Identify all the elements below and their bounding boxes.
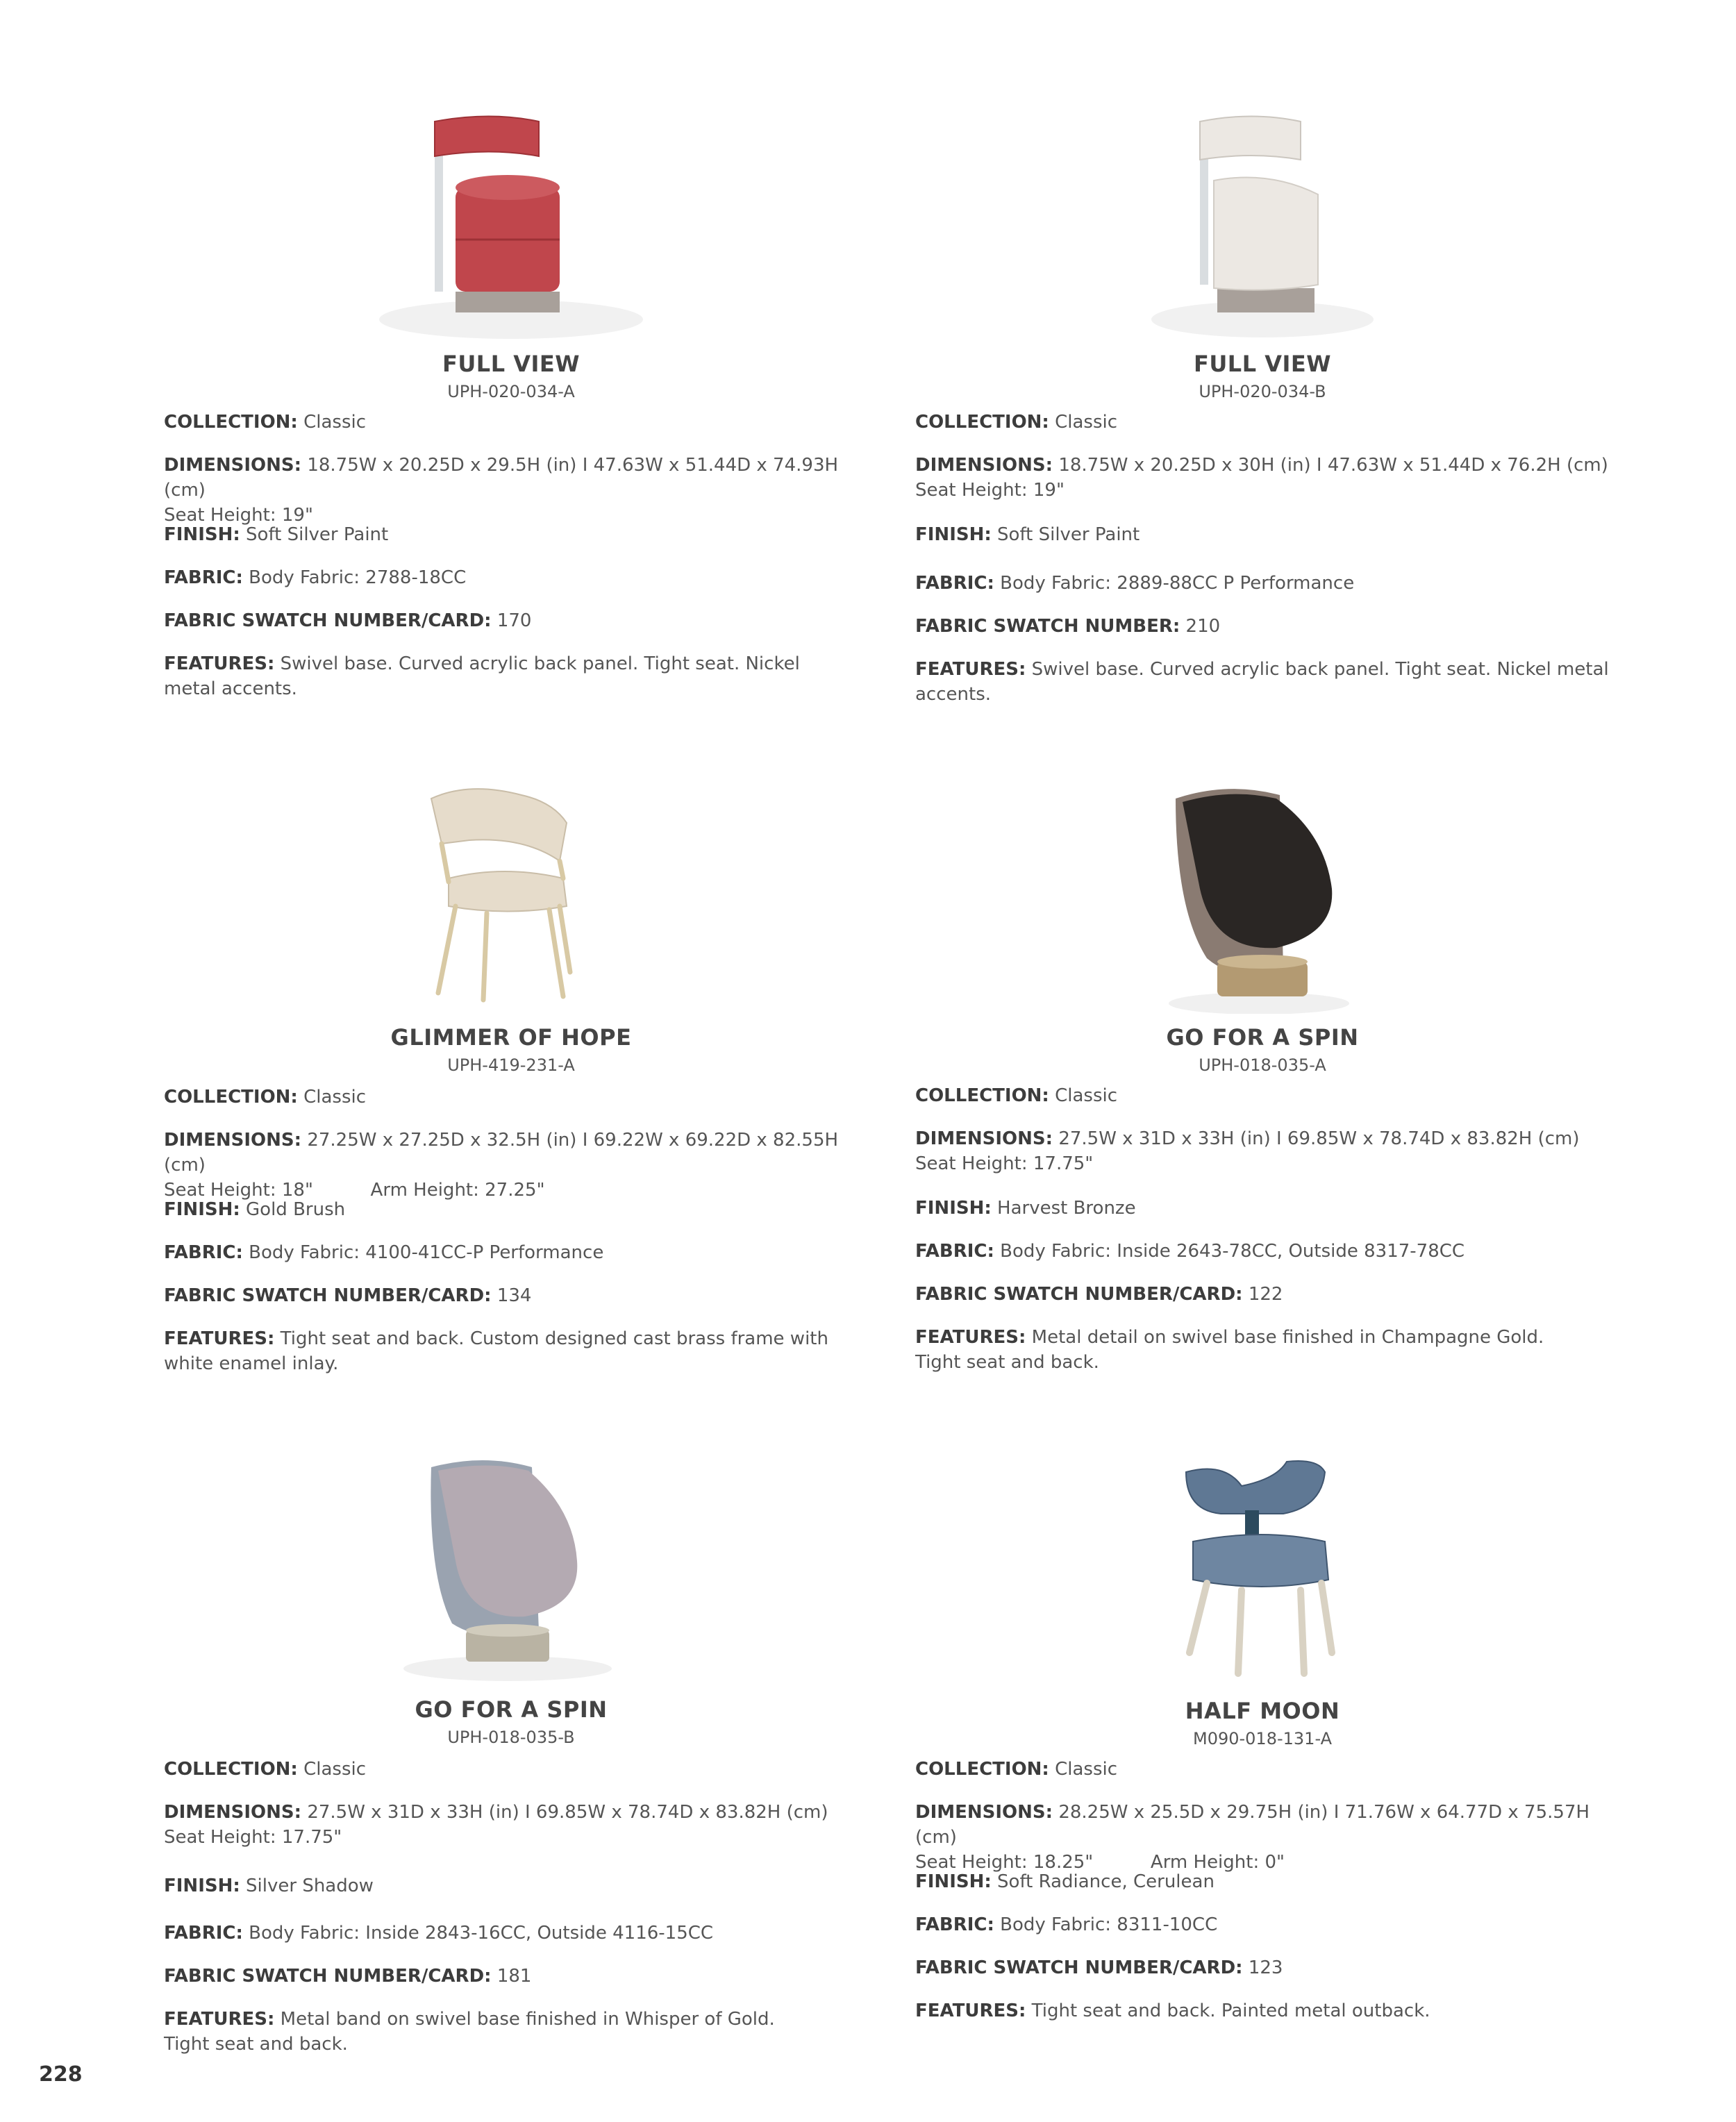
collection-label: COLLECTION: xyxy=(915,1085,1049,1106)
product-sku: M090-018-131-A xyxy=(1192,1729,1332,1748)
swatch-value: 122 xyxy=(1248,1284,1283,1305)
chair-illustration xyxy=(1103,785,1422,1014)
dimensions-extra: Seat Height: 19" xyxy=(915,480,1065,501)
swatch-label: FABRIC SWATCH NUMBER/CARD: xyxy=(915,1284,1243,1305)
swatch-line xyxy=(164,608,858,633)
product-image xyxy=(164,785,858,1021)
fabric-value: Body Fabric: 4100-41CC-P Performance xyxy=(249,1242,604,1263)
collection-value: Classic xyxy=(1055,1085,1118,1106)
features-value: Metal band on swivel base finished in Whisper of Gold. xyxy=(280,2009,775,2030)
features-line xyxy=(164,2007,858,2057)
collection-value: Classic xyxy=(1055,412,1118,433)
finish-label: FINISH: xyxy=(915,1871,992,1892)
fabric-line xyxy=(915,1239,1610,1264)
swatch-line xyxy=(164,1283,858,1308)
finish-line xyxy=(915,522,1610,547)
dimensions-extra: Seat Height: 18.25" Arm Height: 0" xyxy=(915,1852,1285,1873)
collection-label: COLLECTION: xyxy=(915,1759,1049,1780)
collection-line xyxy=(164,410,858,435)
features-value: Swivel base. Curved acrylic back panel. Tight seat. Nickel xyxy=(280,653,800,674)
dimensions-line xyxy=(164,453,858,528)
finish-label: FINISH: xyxy=(164,524,240,545)
features-value-cont: Tight seat and back. xyxy=(164,2034,348,2055)
product-name: GO FOR A SPIN xyxy=(415,1696,608,1723)
dimensions-extra: Seat Height: 17.75" xyxy=(164,1827,342,1848)
product-sku: UPH-018-035-B xyxy=(447,1728,575,1747)
chair-illustration xyxy=(1103,111,1422,340)
fabric-value: Body Fabric: 2889-88CC P Performance xyxy=(1000,573,1355,594)
fabric-value: Body Fabric: Inside 2643-78CC, Outside 8317-78CC xyxy=(1000,1241,1465,1262)
features-label: FEATURES: xyxy=(915,2000,1026,2021)
swatch-line xyxy=(915,1282,1610,1307)
dimensions-label: DIMENSIONS: xyxy=(915,1128,1053,1149)
features-line xyxy=(915,657,1610,707)
chair-illustration xyxy=(351,111,671,340)
dimensions-label: DIMENSIONS: xyxy=(164,455,302,476)
collection-value: Classic xyxy=(303,1087,367,1108)
fabric-line xyxy=(164,1240,858,1265)
collection-value: Classic xyxy=(303,412,367,433)
dimensions-extra: Seat Height: 19" xyxy=(164,505,313,526)
features-label: FEATURES: xyxy=(164,653,275,674)
swatch-label: FABRIC SWATCH NUMBER/CARD: xyxy=(164,610,492,631)
dimensions-line xyxy=(164,1128,858,1203)
features-line xyxy=(164,1326,858,1376)
fabric-label: FABRIC: xyxy=(915,1241,994,1262)
product-sku: UPH-020-034-B xyxy=(1199,382,1326,401)
swatch-value: 210 xyxy=(1185,616,1221,637)
finish-value: Soft Silver Paint xyxy=(997,524,1140,545)
features-label: FEATURES: xyxy=(915,1327,1026,1348)
features-label: FEATURES: xyxy=(915,659,1026,680)
product-name: GLIMMER OF HOPE xyxy=(390,1024,632,1051)
features-line xyxy=(915,1998,1610,2023)
finish-line xyxy=(915,1869,1610,1894)
dimensions-label: DIMENSIONS: xyxy=(164,1130,302,1151)
swatch-line xyxy=(915,1955,1610,1980)
finish-label: FINISH: xyxy=(915,524,992,545)
features-value: Tight seat and back. Painted metal outback. xyxy=(1031,2000,1430,2021)
finish-line xyxy=(164,522,858,547)
fabric-label: FABRIC: xyxy=(164,1923,243,1944)
finish-value: Soft Radiance, Cerulean xyxy=(997,1871,1215,1892)
fabric-line xyxy=(164,565,858,590)
dimensions-value: 27.5W x 31D x 33H (in) I 69.85W x 78.74D x 83.82H (cm) xyxy=(307,1802,828,1823)
collection-value: Classic xyxy=(1055,1759,1118,1780)
product-name: GO FOR A SPIN xyxy=(1166,1024,1359,1051)
fabric-label: FABRIC: xyxy=(164,1242,243,1263)
collection-label: COLLECTION: xyxy=(164,1087,298,1108)
product-image xyxy=(164,1457,858,1693)
collection-value: Classic xyxy=(303,1759,367,1780)
features-value-cont: white enamel inlay. xyxy=(164,1353,339,1374)
swatch-label: FABRIC SWATCH NUMBER/CARD: xyxy=(164,1966,492,1987)
swatch-line xyxy=(164,1964,858,1989)
product-name: FULL VIEW xyxy=(1193,351,1332,377)
swatch-line xyxy=(915,614,1610,639)
features-value: Metal detail on swivel base finished in Champagne Gold. xyxy=(1031,1327,1544,1348)
dimensions-label: DIMENSIONS: xyxy=(164,1802,302,1823)
dimensions-line xyxy=(915,453,1610,503)
swatch-value: 134 xyxy=(496,1285,532,1306)
swatch-value: 123 xyxy=(1248,1957,1283,1978)
fabric-line xyxy=(915,571,1610,596)
finish-value: Harvest Bronze xyxy=(997,1198,1136,1219)
dimensions-label: DIMENSIONS: xyxy=(915,1802,1053,1823)
finish-line xyxy=(164,1873,858,1898)
product-sku: UPH-020-034-A xyxy=(447,382,575,401)
finish-label: FINISH: xyxy=(915,1198,992,1219)
collection-label: COLLECTION: xyxy=(915,412,1049,433)
finish-value: Soft Silver Paint xyxy=(246,524,389,545)
product-sku: UPH-018-035-A xyxy=(1199,1055,1326,1075)
swatch-value: 181 xyxy=(496,1966,532,1987)
collection-line xyxy=(915,1757,1610,1782)
dimensions-line xyxy=(915,1800,1610,1875)
fabric-line xyxy=(915,1912,1610,1937)
collection-label: COLLECTION: xyxy=(164,1759,298,1780)
finish-label: FINISH: xyxy=(164,1875,240,1896)
dimensions-extra: Seat Height: 17.75" xyxy=(915,1153,1094,1174)
swatch-label: FABRIC SWATCH NUMBER: xyxy=(915,616,1180,637)
swatch-value: 170 xyxy=(496,610,532,631)
chair-illustration xyxy=(351,785,671,1014)
product-image xyxy=(915,111,1610,347)
chair-illustration xyxy=(351,1457,671,1686)
finish-label: FINISH: xyxy=(164,1199,240,1220)
fabric-label: FABRIC: xyxy=(915,1914,994,1935)
collection-label: COLLECTION: xyxy=(164,412,298,433)
swatch-label: FABRIC SWATCH NUMBER/CARD: xyxy=(164,1285,492,1306)
chair-illustration xyxy=(1103,1458,1422,1687)
dimensions-value: 18.75W x 20.25D x 29.5H (in) I 47.63W x 51.44D x 74.93H (cm) xyxy=(164,455,839,501)
dimensions-value: 28.25W x 25.5D x 29.75H (in) I 71.76W x 64.77D x 75.57H (cm) xyxy=(915,1802,1590,1848)
product-name: HALF MOON xyxy=(1185,1698,1340,1724)
fabric-value: Body Fabric: 2788-18CC xyxy=(249,567,467,588)
product-image xyxy=(164,111,858,347)
finish-line xyxy=(164,1197,858,1222)
features-label: FEATURES: xyxy=(164,1328,275,1349)
product-image xyxy=(915,1458,1610,1694)
dimensions-label: DIMENSIONS: xyxy=(915,455,1053,476)
page-number: 228 xyxy=(39,2062,83,2087)
dimensions-line xyxy=(164,1800,858,1850)
dimensions-value: 27.25W x 27.25D x 32.5H (in) I 69.22W x 69.22D x 82.55H (cm) xyxy=(164,1130,839,1176)
finish-value: Gold Brush xyxy=(246,1199,346,1220)
features-value-cont: accents. xyxy=(915,684,992,705)
dimensions-extra: Seat Height: 18" Arm Height: 27.25" xyxy=(164,1180,545,1201)
fabric-label: FABRIC: xyxy=(164,567,243,588)
features-value: Swivel base. Curved acrylic back panel. Tight seat. Nickel metal xyxy=(1031,659,1609,680)
fabric-value: Body Fabric: Inside 2843-16CC, Outside 4116-15CC xyxy=(249,1923,714,1944)
features-line xyxy=(164,651,858,701)
collection-line xyxy=(915,1083,1610,1108)
features-value: Tight seat and back. Custom designed cast brass frame with xyxy=(280,1328,828,1349)
collection-line xyxy=(164,1085,858,1110)
swatch-label: FABRIC SWATCH NUMBER/CARD: xyxy=(915,1957,1243,1978)
collection-line xyxy=(164,1757,858,1782)
dimensions-value: 27.5W x 31D x 33H (in) I 69.85W x 78.74D x 83.82H (cm) xyxy=(1058,1128,1580,1149)
collection-line xyxy=(915,410,1610,435)
fabric-line xyxy=(164,1921,858,1946)
features-value-cont: metal accents. xyxy=(164,678,297,699)
product-name: FULL VIEW xyxy=(442,351,581,377)
fabric-value: Body Fabric: 8311-10CC xyxy=(1000,1914,1218,1935)
finish-value: Silver Shadow xyxy=(246,1875,374,1896)
product-sku: UPH-419-231-A xyxy=(447,1055,575,1075)
dimensions-value: 18.75W x 20.25D x 30H (in) I 47.63W x 51.44D x 76.2H (cm) xyxy=(1058,455,1608,476)
features-line xyxy=(915,1325,1610,1375)
dimensions-line xyxy=(915,1126,1610,1176)
features-value-cont: Tight seat and back. xyxy=(915,1352,1099,1373)
product-image xyxy=(915,785,1610,1021)
finish-line xyxy=(915,1196,1610,1221)
features-label: FEATURES: xyxy=(164,2009,275,2030)
fabric-label: FABRIC: xyxy=(915,573,994,594)
